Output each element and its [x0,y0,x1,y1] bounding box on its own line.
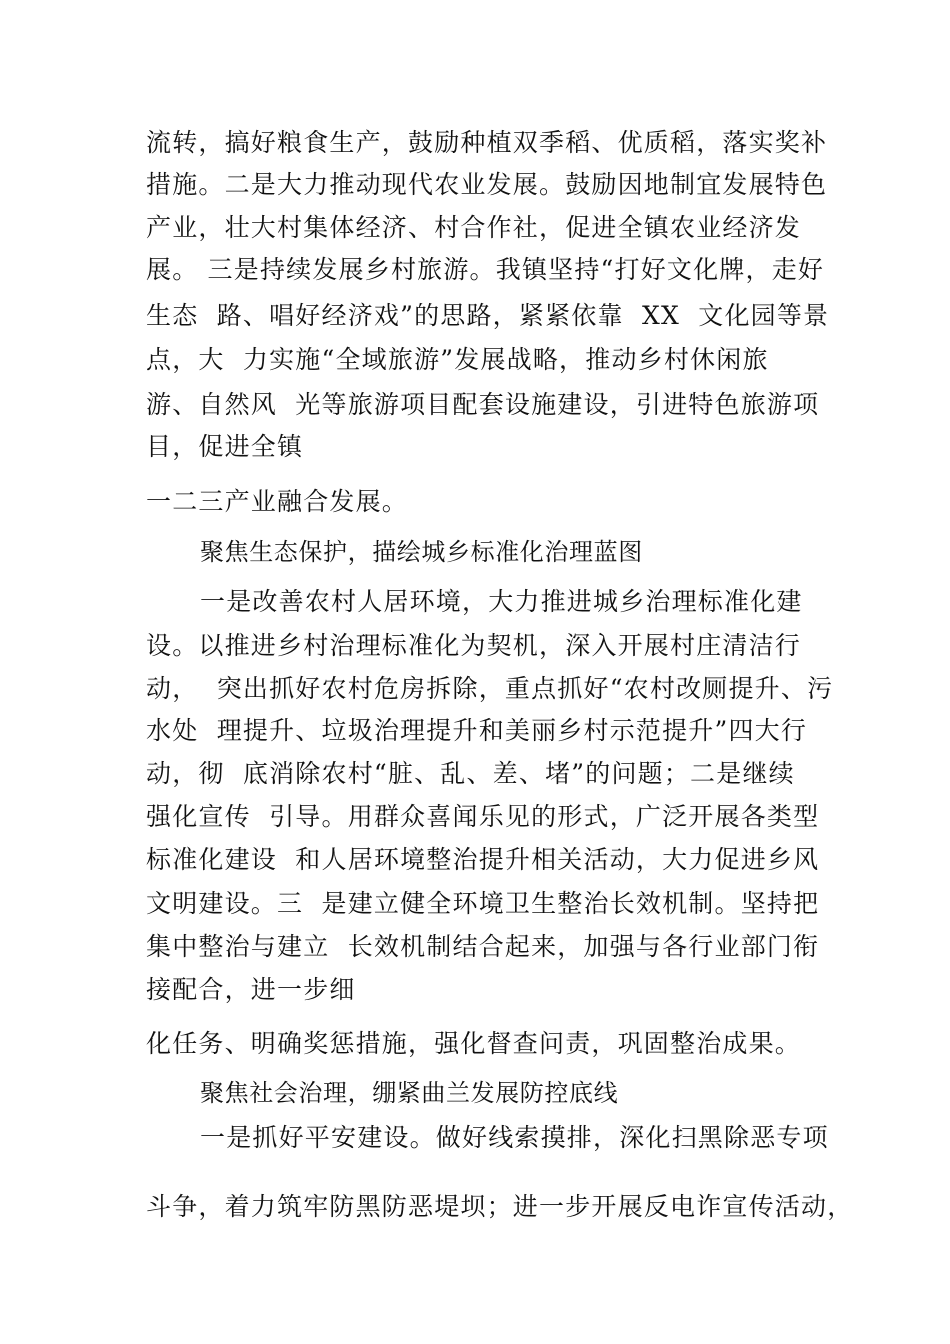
text-line: 目，促进全镇 [146,432,304,461]
text-line: 文明建设。三 是建立健全环境卫生整治长效机制。坚持把 [146,889,820,918]
text-line: 集中整治与建立 长效机制结合起来，加强与各行业部门衔 [146,932,820,961]
text-line: 水处 理提升、垃圾治理提升和美丽乡村示范提升”四大行 [146,716,808,745]
text-line: 点，大 力实施“全域旅游”发展战略，推动乡村休闲旅 [146,345,769,374]
text-line: 流转，搞好粮食生产，鼓励种植双季稻、优质稻，落实奖补 [146,128,828,157]
text-line: 措施。二是大力推动现代农业发展。鼓励因地制宜发展特色 [146,170,828,199]
text-line: 化任务、明确奖惩措施，强化督查问责，巩固整治成果。 [146,1029,802,1058]
text-line: 设。以推进乡村治理标准化为契机，深入开展村庄清洁行 [146,631,802,660]
text-line: 产业，壮大村集体经济、村合作社，促进全镇农业经济发 [146,213,802,242]
text-line: 一二三产业融合发展。 [146,487,409,516]
section-heading: 聚焦生态保护，描绘城乡标准化治理蓝图 [200,538,643,566]
section-heading: 聚焦社会治理，绷紧曲兰发展防控底线 [200,1079,619,1107]
text-line: 动，彻 底消除农村“脏、乱、差、堵”的问题；二是继续 [146,759,795,788]
text-line: 强化宣传 引导。用群众喜闻乐见的形式，广泛开展各类型 [146,802,820,831]
text-line: 一是抓好平安建设。做好线索摸排，深化扫黑除恶专项 [200,1123,829,1152]
text-line: 接配合，进一步细 [146,975,356,1004]
text-line: 一是改善农村人居环境，大力推进城乡治理标准化建 [200,587,803,616]
text-line: 游、自然风 光等旅游项目配套设施建设，引进特色旅游项 [146,390,820,419]
text-line: 展。 三是持续发展乡村旅游。我镇坚持“打好文化牌，走好 [146,255,825,284]
text-line: 斗争，着力筑牢防黑防恶堤坝；进一步开展反电诈宣传活动， [146,1192,854,1221]
text-line: 标准化建设 和人居环境整治提升相关活动，大力促进乡风 [146,845,820,874]
text-line: 动， 突出抓好农村危房拆除，重点抓好“农村改厕提升、污 [146,674,834,703]
text-line: 生态 路、唱好经济戏”的思路，紧紧依靠 XX 文化园等景 [146,301,830,330]
